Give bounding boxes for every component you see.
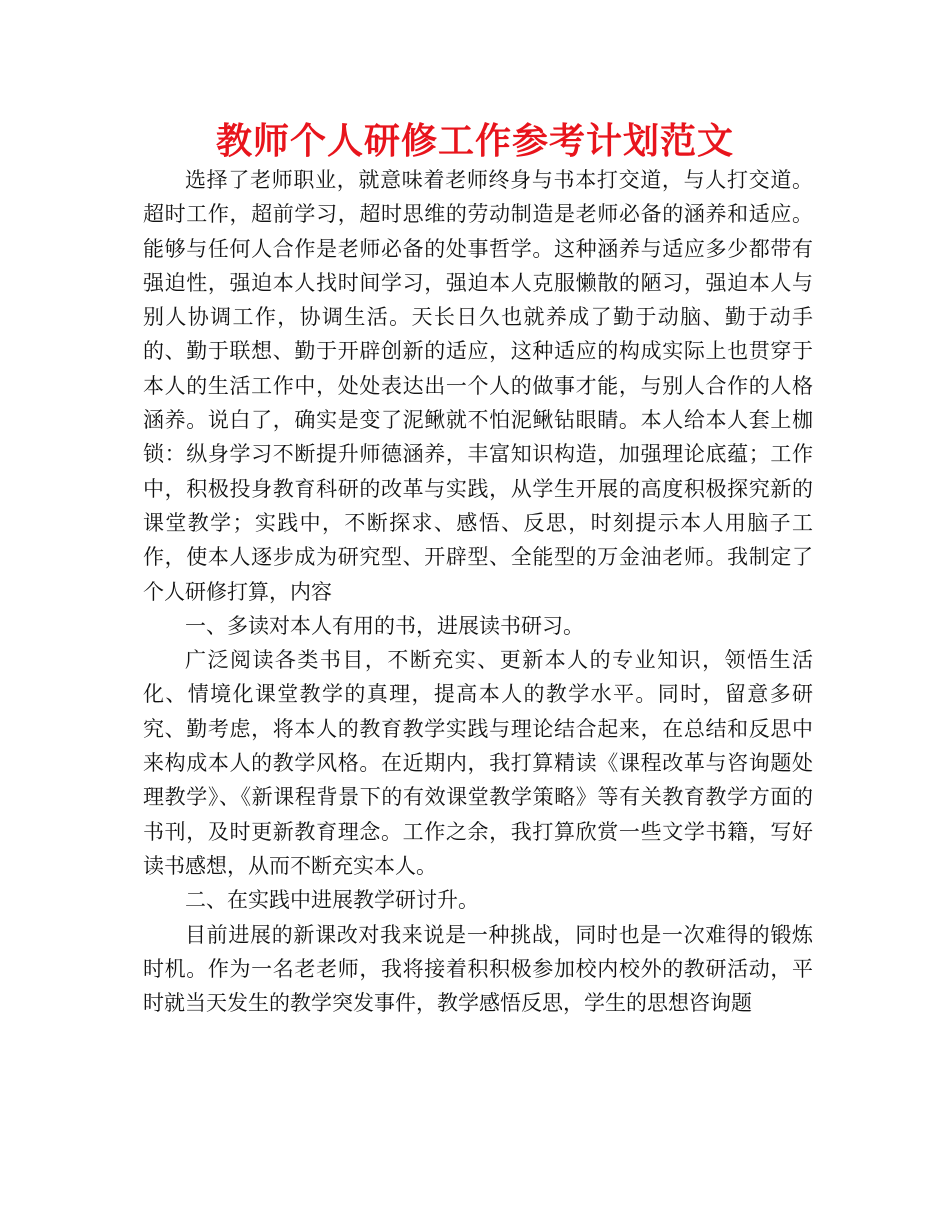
paragraph-practice: 目前进展的新课改对我来说是一种挑战，同时也是一次难得的锻炼时机。作为一名老老师，我将接着积积极参加校内校外的教研活动，平时就当天发生的教学突发事件，教学感悟反思，学生的思想咨询题	[143, 922, 813, 1016]
paragraph-intro: 选择了老师职业，就意味着老师终身与书本打交道，与人打交道。超时工作，超前学习，超时思维的劳动制造是老师必备的涵养和适应。能够与任何人合作是老师必备的处事哲学。这种涵养与适应多少都带有强迫性，强迫本人找时间学习，强迫本人克服懒散的陋习，强迫本人与别人协调工作，协调生活。天长日久也就养成了勤于动脑、勤于动手的、勤于联想、勤于开辟创新的适应，这种适应的构成实际上也贯穿于本人的生活工作中，处处表达出一个人的做事才能，与别人合作的人格涵养。说白了，确实是变了泥鳅就不怕泥鳅钻眼睛。本人给本人套上枷锁：纵身学习不断提升师德涵养，丰富知识构造，加强理论底蕴；工作中，积极投身教育科研的改革与实践，从学生开展的高度积极探究新的课堂教学；实践中，不断探求、感悟、反思，时刻提示本人用脑子工作，使本人逐步成为研究型、开辟型、全能型的万金油老师。我制定了个人研修打算，内容	[143, 168, 813, 604]
paragraph-reading: 广泛阅读各类书目，不断充实、更新本人的专业知识，领悟生活化、情境化课堂教学的真理，提高本人的教学水平。同时，留意多研究、勤考虑，将本人的教育教学实践与理论结合起来，在总结和反思中来构成本人的教学风格。在近期内，我打算精读《课程改革与咨询题处理教学》、《新课程背景下的有效课堂教学策略》等有关教育教学方面的书刊，及时更新教育理念。工作之余，我打算欣赏一些文学书籍，写好读书感想，从而不断充实本人。	[143, 648, 813, 878]
section-heading-2: 二、在实践中进展教学研讨升。	[185, 888, 479, 913]
document-body	[143, 163, 813, 1020]
document-title: 教师个人研修工作参考计划范文	[215, 121, 734, 162]
section-heading-1: 一、多读对本人有用的书，进展读书研习。	[185, 613, 584, 638]
